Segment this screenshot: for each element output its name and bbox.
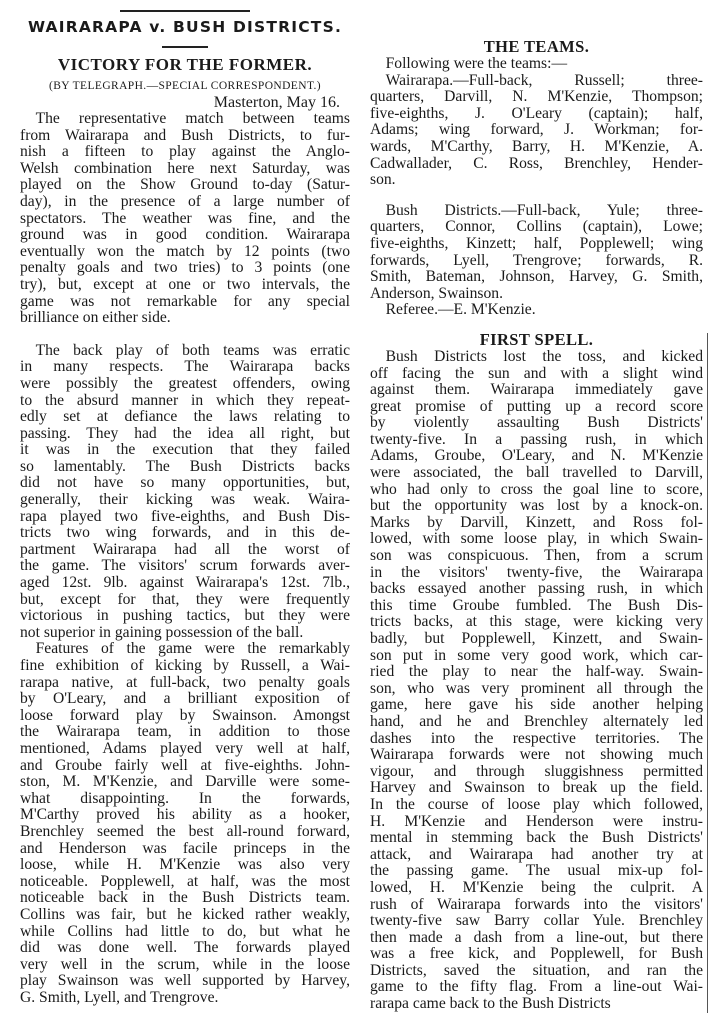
text-line: so lamentably. The Bush Districts backs bbox=[20, 458, 350, 475]
dateline: Masterton, May 16. bbox=[213, 94, 340, 111]
text-line: Adams, Groube, O'Leary, and N. M'Kenzie bbox=[370, 448, 703, 465]
text-line: Harvey and Swainson to break up the field. bbox=[370, 780, 703, 797]
text-line: game, here gave his side another helping bbox=[370, 697, 703, 714]
text-line: it was in the execution that they failed bbox=[20, 442, 350, 459]
text-line: then made a dash from a line-out, but there bbox=[370, 929, 703, 946]
text-line: off facing the sun and with a slight wind bbox=[370, 365, 703, 382]
first-spell-heading: FIRST SPELL. bbox=[479, 329, 594, 349]
text-line: very well in the scrum, while in the loose bbox=[20, 956, 350, 973]
text-line: Districts, saved the situation, and ran the bbox=[370, 962, 703, 979]
text-line: Welsh combination here next Saturday, was bbox=[20, 160, 350, 177]
text-line: mentioned, Adams played very well at half, bbox=[20, 740, 350, 757]
text-line: noticeable. Popplewell, at half, was the most bbox=[20, 873, 350, 890]
team-paragraph bbox=[370, 56, 703, 73]
text-line: tricts two wing forwards, and in this de- bbox=[20, 525, 350, 542]
text-line: Following were the teams:— bbox=[370, 56, 568, 72]
text-line: in many respects. The Wairarapa backs bbox=[20, 359, 350, 376]
text-line: mental in stemming back the Bush Districts' bbox=[370, 830, 703, 847]
text-line: in the visitors' twenty-five, the Wairarapa bbox=[370, 564, 703, 581]
text-line: Smith, Bateman, Johnson, Harvey, G. Smith, bbox=[370, 269, 703, 286]
text-line: Wairarapa.—Full-back, Russell; three- bbox=[370, 72, 703, 89]
text-line: Wairarapa forwards were not showing much bbox=[370, 747, 703, 764]
text-line: partment Wairarapa had all the worst of bbox=[20, 541, 350, 558]
text-line: Adams; wing forward, J. Workman; for- bbox=[370, 122, 703, 139]
text-line: rarapa came back to the Bush Districts bbox=[370, 996, 611, 1013]
team-paragraph bbox=[370, 302, 703, 319]
text-line: to the absurd manner in which they repeat- bbox=[20, 392, 350, 409]
text-line: lowed, with some loose play, in which Swain- bbox=[370, 531, 703, 548]
text-line: The representative match between teams bbox=[20, 111, 350, 127]
text-line: attack, and Wairarapa had another try at bbox=[370, 846, 703, 863]
text-line: vigour, and through sluggishness permitted bbox=[370, 763, 703, 780]
text-line: but, except for that, they were frequently bbox=[20, 591, 350, 608]
text-line: ground was in good condition. Wairarapa bbox=[20, 227, 350, 244]
team-paragraph bbox=[370, 203, 703, 303]
byline: (BY TELEGRAPH.—SPECIAL CORRESPONDENT.) bbox=[48, 80, 322, 92]
subhead: VICTORY FOR THE FORMER. bbox=[57, 55, 313, 74]
text-line: Collins was fair, but he kicked rather weakly, bbox=[20, 906, 350, 923]
text-line: were possibly the greatest offenders, owing bbox=[20, 375, 350, 392]
text-line: Bush Districts.—Full-back, Yule; three- bbox=[370, 202, 703, 219]
text-line: son. bbox=[370, 172, 396, 189]
text-line: passing. They had the idea all right, but bbox=[20, 425, 350, 442]
text-line: who had only to cross the goal line to score, bbox=[370, 481, 703, 498]
text-line: by violently assaulting Bush Districts' bbox=[370, 415, 703, 432]
text-line: played on the Show Ground to-day (Satur- bbox=[20, 177, 350, 194]
text-line: ston, M. M'Kenzie, and Darville were some- bbox=[20, 774, 350, 791]
text-line: Anderson, Swainson. bbox=[370, 285, 503, 302]
text-line: In the course of loose play which followed, bbox=[370, 796, 703, 813]
text-line: son was conspicuous. Then, from a scrum bbox=[370, 548, 703, 565]
text-line: and Groube fairly well at five-eighths. John- bbox=[20, 757, 350, 774]
text-line: rapa played two five-eighths, and Bush Dis- bbox=[20, 508, 350, 525]
text-line: Features of the game were the remarkably bbox=[20, 641, 350, 658]
text-line: rarapa native, at full-back, two penalty goals bbox=[20, 674, 350, 691]
text-line: against them. Wairarapa immediately gave bbox=[370, 382, 703, 399]
text-line: twenty-five. In a passing rush, in which bbox=[370, 431, 703, 448]
column-rule bbox=[707, 333, 708, 1013]
paragraph bbox=[20, 111, 350, 327]
text-line: day), in the presence of a large number of bbox=[20, 193, 350, 210]
text-line: try), but, except at one or two intervals, the bbox=[20, 276, 350, 293]
article-body-left bbox=[20, 111, 350, 1006]
text-line: dashes into the respective territories. The bbox=[370, 730, 703, 747]
text-line: the game. The visitors' scrum forwards aver- bbox=[20, 558, 350, 575]
text-line: badly, but Popplewell, Kinzett, and Swain- bbox=[370, 631, 703, 647]
text-line: the Wairarapa team, in addition to those bbox=[20, 724, 350, 741]
left-column bbox=[20, 0, 350, 1006]
text-line: quarters, Connor, Collins (captain), Lowe; bbox=[370, 219, 703, 236]
text-line: loose, while H. M'Kenzie was also very bbox=[20, 857, 350, 874]
text-line: Referee.—E. M'Kenzie. bbox=[370, 302, 536, 319]
text-line: edly set at defiance the laws relating to bbox=[20, 409, 350, 426]
text-line: twenty-five saw Barry collar Yule. Brenchley bbox=[370, 913, 703, 930]
text-line: was a free kick, and Popplewell, for Bush bbox=[370, 946, 703, 963]
text-line: were associated, the ball travelled to Darvill, bbox=[370, 465, 703, 482]
text-line: rush of Wairarapa forwards into the visitors' bbox=[370, 896, 703, 913]
text-line: great promise of putting up a record score bbox=[370, 398, 703, 415]
headline: WAIRARAPA v. BUSH DISTRICTS. bbox=[27, 18, 343, 36]
text-line: nish a fifteen to play against the Anglo- bbox=[20, 144, 350, 161]
text-line: fine exhibition of kicking by Russell, a Wai- bbox=[20, 658, 350, 674]
text-line: but the opportunity was lost by a knock-on. bbox=[370, 498, 703, 515]
text-line: son, who was very prominent all through the bbox=[370, 680, 703, 697]
text-line: lowed, H. M'Kenzie being the culprit. A bbox=[370, 879, 703, 896]
text-line: son put in some very good work, which car- bbox=[370, 647, 703, 664]
text-line: quarters, Darvill, N. M'Kenzie, Thompson; bbox=[370, 89, 703, 106]
text-line: tricts backs, at this stage, were kicking very bbox=[370, 614, 703, 631]
text-line: did was done well. The forwards played bbox=[20, 940, 350, 957]
teams-body bbox=[370, 56, 703, 319]
text-line: noticeable back in the Bush Districts team. bbox=[20, 890, 350, 907]
text-line: G. Smith, Lyell, and Trengrove. bbox=[20, 989, 219, 1006]
right-column bbox=[370, 0, 703, 1013]
team-paragraph bbox=[370, 73, 703, 189]
text-line: five-eighths, J. O'Leary (captain); half, bbox=[370, 105, 703, 122]
paragraph bbox=[20, 641, 350, 1006]
headline-rule bbox=[162, 46, 208, 48]
text-line: brilliance on either side. bbox=[20, 310, 171, 327]
text-line: game was not remarkable for any special bbox=[20, 293, 350, 310]
first-spell-body bbox=[370, 349, 703, 1013]
text-line: The back play of both teams was erratic bbox=[20, 342, 350, 359]
text-line: aged 12st. 9lb. against Wairarapa's 12st. 7lb., bbox=[20, 575, 350, 592]
text-line: hand, and he and Brenchley alternately led bbox=[370, 713, 703, 730]
text-line: game to the fifty flag. From a line-out Wai- bbox=[370, 979, 703, 996]
text-line: penalty goals and two tries) to 3 points (one bbox=[20, 260, 350, 277]
text-line: backs essayed another passing rush, in which bbox=[370, 581, 703, 598]
text-line: generally, their kicking was weak. Waira- bbox=[20, 492, 350, 509]
text-line: Brenchley seemed the best all-round forward, bbox=[20, 823, 350, 840]
paragraph bbox=[370, 349, 703, 1013]
text-line: the passing game. The usual mix-up fol- bbox=[370, 863, 703, 880]
text-line: and Henderson was facile princeps in the bbox=[20, 840, 350, 857]
text-line: what disappointing. In the forwards, bbox=[20, 790, 350, 807]
text-line: eventually won the match by 12 points (two bbox=[20, 243, 350, 260]
text-line: M'Carthy proved his ability as a hooker, bbox=[20, 807, 350, 824]
text-line: loose forward play by Swainson. Amongst bbox=[20, 707, 350, 724]
text-line: ried the play to near the half-way. Swain- bbox=[370, 664, 703, 681]
text-line: by O'Leary, and a brilliant exposition of bbox=[20, 691, 350, 708]
text-line: Marks by Darvill, Kinzett, and Ross fol- bbox=[370, 514, 703, 531]
text-line: five-eighths, Kinzett; half, Popplewell; wing bbox=[370, 235, 703, 252]
text-line: spectators. The weather was fine, and the bbox=[20, 210, 350, 227]
text-line: H. M'Kenzie and Henderson were instru- bbox=[370, 813, 703, 830]
text-line: did not have so many opportunities, but, bbox=[20, 475, 350, 492]
text-line: Bush Districts lost the toss, and kicked bbox=[370, 348, 703, 365]
text-line: wards, M'Carthy, Barry, H. M'Kenzie, A. bbox=[370, 138, 703, 155]
text-line: from Wairarapa and Bush Districts, to fur- bbox=[20, 127, 350, 144]
text-line: forwards, Lyell, Trengrove; forwards, R. bbox=[370, 252, 703, 269]
top-rule bbox=[120, 10, 250, 12]
text-line: Cadwallader, C. Ross, Brenchley, Hender- bbox=[370, 155, 703, 172]
text-line: play Swainson was well supported by Harvey, bbox=[20, 973, 350, 990]
text-line: this time Groube fumbled. The Bush Dis- bbox=[370, 597, 703, 614]
teams-heading: THE TEAMS. bbox=[483, 37, 590, 56]
text-line: while Collins had little to do, but what he bbox=[20, 923, 350, 940]
text-line: victorious in pushing tactics, but they were bbox=[20, 608, 350, 625]
text-line: not superior in gaining possession of the ball. bbox=[20, 624, 304, 641]
paragraph bbox=[20, 343, 350, 642]
